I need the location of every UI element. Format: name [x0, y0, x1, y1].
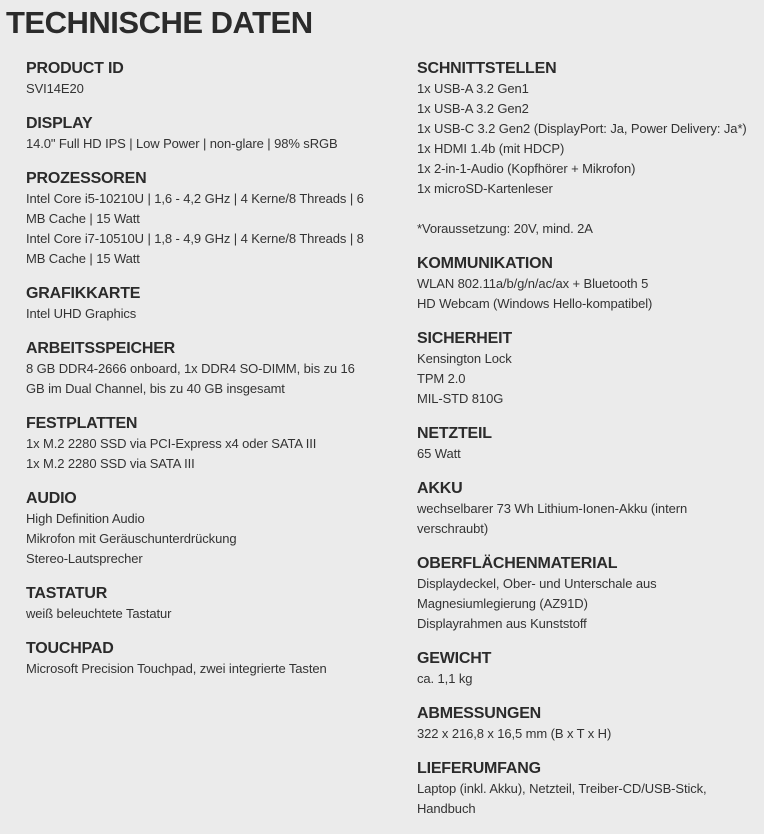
spec-heading: OBERFLÄCHENMATERIAL [417, 555, 618, 572]
spec-value: MB Cache | 15 Watt [26, 251, 140, 266]
spec-section-gewicht [417, 649, 762, 689]
spec-section-netzteil [417, 424, 762, 464]
spec-value: verschraubt) [417, 521, 489, 536]
spec-section-schnittstellen [417, 59, 762, 239]
spec-value: WLAN 802.11a/b/g/n/ac/ax + Bluetooth 5 [417, 276, 649, 291]
spec-heading: TASTATUR [26, 585, 108, 602]
spec-section-oberflachenmaterial [417, 554, 762, 634]
spec-heading: GEWICHT [417, 650, 492, 667]
spec-heading: AUDIO [26, 490, 77, 507]
spec-value: Intel UHD Graphics [26, 306, 137, 321]
spec-value: wechselbarer 73 Wh Lithium-Ionen-Akku (intern [417, 501, 688, 516]
spec-heading: NETZTEIL [417, 425, 492, 442]
spec-value: Intel Core i5-10210U | 1,6 - 4,2 GHz | 4 Kerne/8 Threads | 6 [26, 191, 364, 206]
spec-value: Mikrofon mit Geräuschunterdrückung [26, 531, 237, 546]
spec-heading: LIEFERUMFANG [417, 760, 541, 777]
spec-section-festplatten [26, 414, 396, 474]
spec-footnote: *Voraussetzung: 20V, mind. 2A [417, 221, 593, 236]
spec-value: 1x HDMI 1.4b (mit HDCP) [417, 141, 565, 156]
spec-value: GB im Dual Channel, bis zu 40 GB insgesamt [26, 381, 285, 396]
spec-value: Kensington Lock [417, 351, 512, 366]
spec-value: MB Cache | 15 Watt [26, 211, 140, 226]
spec-heading: AKKU [417, 480, 463, 497]
spec-heading: PROZESSOREN [26, 170, 147, 187]
spec-section-akku [417, 479, 762, 539]
spec-value: 1x M.2 2280 SSD via PCI-Express x4 oder SATA III [26, 436, 317, 451]
spec-section-prozessoren [26, 169, 396, 269]
spec-value: Displaydeckel, Ober- und Unterschale aus [417, 576, 657, 591]
spec-heading: TOUCHPAD [26, 640, 114, 657]
spec-heading: SICHERHEIT [417, 330, 512, 347]
spec-value: MIL-STD 810G [417, 391, 504, 406]
spec-section-audio [26, 489, 396, 569]
spec-value: 1x USB-C 3.2 Gen2 (DisplayPort: Ja, Power Delivery: Ja*) [417, 121, 747, 136]
spec-heading: ABMESSUNGEN [417, 705, 542, 722]
spec-value: 1x USB-A 3.2 Gen2 [417, 101, 529, 116]
spec-heading: KOMMUNIKATION [417, 255, 553, 272]
spec-value: Intel Core i7-10510U | 1,8 - 4,9 GHz | 4 Kerne/8 Threads | 8 [26, 231, 364, 246]
spec-value: Displayrahmen aus Kunststoff [417, 616, 587, 631]
page-title: TECHNISCHE DATEN [6, 5, 313, 40]
spec-section-display [26, 114, 396, 154]
spec-value: Microsoft Precision Touchpad, zwei integrierte Tasten [26, 661, 327, 676]
spec-section-grafikkarte [26, 284, 396, 324]
spec-heading: PRODUCT ID [26, 60, 124, 77]
spec-heading: GRAFIKKARTE [26, 285, 141, 302]
spec-column-left [26, 59, 396, 694]
spec-value: 8 GB DDR4-2666 onboard, 1x DDR4 SO-DIMM, bis zu 16 [26, 361, 355, 376]
spec-heading: DISPLAY [26, 115, 93, 132]
spec-value: 1x 2-in-1-Audio (Kopfhörer + Mikrofon) [417, 161, 636, 176]
spec-value: High Definition Audio [26, 511, 145, 526]
spec-value: HD Webcam (Windows Hello-kompatibel) [417, 296, 653, 311]
spec-value: 1x M.2 2280 SSD via SATA III [26, 456, 195, 471]
spec-value: ca. 1,1 kg [417, 671, 473, 686]
spec-value: SVI14E20 [26, 81, 84, 96]
spec-value: Stereo-Lautsprecher [26, 551, 143, 566]
spec-value: 65 Watt [417, 446, 461, 461]
spec-section-abmessungen [417, 704, 762, 744]
spec-value: Handbuch [417, 801, 476, 816]
spec-section-sicherheit [417, 329, 762, 409]
spec-section-arbeitsspeicher [26, 339, 396, 399]
spec-section-product-id [26, 59, 396, 99]
spec-column-right [417, 59, 762, 834]
spec-section-kommunikation [417, 254, 762, 314]
spec-heading: FESTPLATTEN [26, 415, 138, 432]
spec-section-touchpad [26, 639, 396, 679]
spec-value: 14.0" Full HD IPS | Low Power | non-glare | 98% sRGB [26, 136, 338, 151]
spec-value: Magnesiumlegierung (AZ91D) [417, 596, 588, 611]
spec-heading: ARBEITSSPEICHER [26, 340, 176, 357]
spec-section-tastatur [26, 584, 396, 624]
spec-value: weiß beleuchtete Tastatur [26, 606, 172, 621]
spec-value: Laptop (inkl. Akku), Netzteil, Treiber-CD/USB-Stick, [417, 781, 707, 796]
spec-value: 322 x 216,8 x 16,5 mm (B x T x H) [417, 726, 612, 741]
spec-section-lieferumfang [417, 759, 762, 819]
spec-value: 1x USB-A 3.2 Gen1 [417, 81, 529, 96]
spec-value: TPM 2.0 [417, 371, 466, 386]
spec-value: 1x microSD-Kartenleser [417, 181, 553, 196]
spec-heading: SCHNITTSTELLEN [417, 60, 557, 77]
